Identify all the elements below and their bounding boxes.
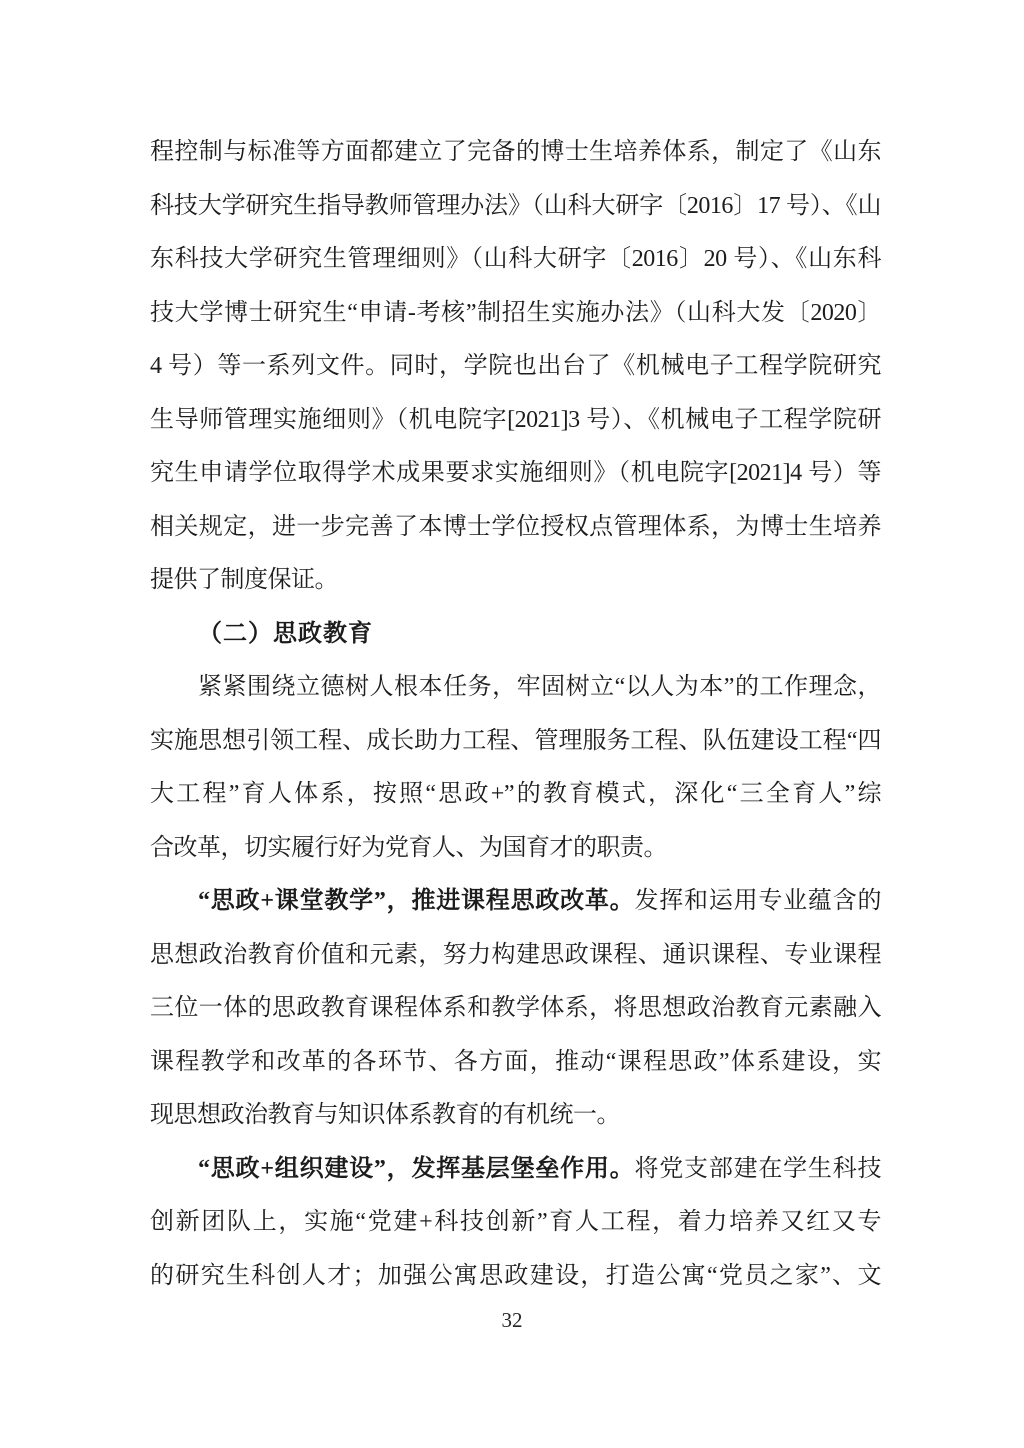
- text-line: 4 号）等一系列文件。同时，学院也出台了《机械电子工程学院研究: [150, 353, 881, 379]
- bold-lead-text: “思政+课堂教学”，推进课程思政改革。: [198, 888, 635, 914]
- text-line: [150, 1143, 881, 1197]
- text-line: 究生申请学位取得学术成果要求实施细则》（机电院字[2021]4 号）等: [150, 460, 881, 486]
- paragraph-ideological-overview: [150, 661, 881, 875]
- text-line: 课程教学和改革的各环节、各方面，推动“课程思政”体系建设，实: [150, 1048, 881, 1075]
- text-line: 提供了制度保证。: [150, 567, 338, 593]
- paragraph-policy-documents: [150, 126, 881, 608]
- text-line: 科技大学研究生指导教师管理办法》（山科大研字〔2016〕17 号）、《山: [150, 192, 881, 219]
- text-line: 生导师管理实施细则》（机电院字[2021]3 号）、《机械电子工程学院研: [150, 406, 881, 433]
- paragraph-organization-building: [150, 1143, 881, 1304]
- text-line: 三位一体的思政教育课程体系和教学体系，将思想政治教育元素融入: [150, 995, 881, 1021]
- text-line: 合改革，切实履行好为党育人、为国育才的职责。: [150, 834, 667, 861]
- text-line: 程控制与标准等方面都建立了完备的博士生培养体系，制定了《山东: [150, 139, 881, 165]
- text-line: 紧紧围绕立德树人根本任务，牢固树立“以人为本”的工作理念，: [198, 674, 881, 700]
- text-line: 的研究生科创人才；加强公寓思政建设，打造公寓“党员之家”、文: [150, 1262, 881, 1289]
- text-line: 思想政治教育价值和元素，努力构建思政课程、通识课程、专业课程: [150, 941, 881, 968]
- bold-lead-text: “思政+组织建设”，发挥基层堡垒作用。: [198, 1155, 635, 1182]
- body-text: 将党支部建在学生科技: [634, 1155, 881, 1182]
- paragraph-classroom-teaching: [150, 875, 881, 1143]
- text-line: 大工程”育人体系，按照“思政+”的教育模式，深化“三全育人”综: [150, 781, 881, 807]
- page-number: 32: [501, 1308, 523, 1332]
- text-line: [150, 875, 881, 929]
- text-line: 创新团队上，实施“党建+科技创新”育人工程，着力培养又红又专: [150, 1209, 881, 1235]
- text-line: 东科技大学研究生管理细则》（山科大研字〔2016〕20 号）、《山东科: [150, 246, 881, 272]
- section-heading: （二）思政教育: [198, 620, 373, 647]
- text-line: 技大学博士研究生“申请-考核”制招生实施办法》（山科大发〔2020〕: [150, 299, 881, 326]
- text-line: 现思想政治教育与知识体系教育的有机统一。: [150, 1102, 620, 1128]
- text-line: 相关规定，进一步完善了本博士学位授权点管理体系，为博士生培养: [150, 513, 881, 540]
- document-content: [150, 126, 881, 1303]
- text-line: 实施思想引领工程、成长助力工程、管理服务工程、队伍建设工程“四: [150, 727, 881, 754]
- body-text: 发挥和运用专业蕴含的: [634, 888, 881, 914]
